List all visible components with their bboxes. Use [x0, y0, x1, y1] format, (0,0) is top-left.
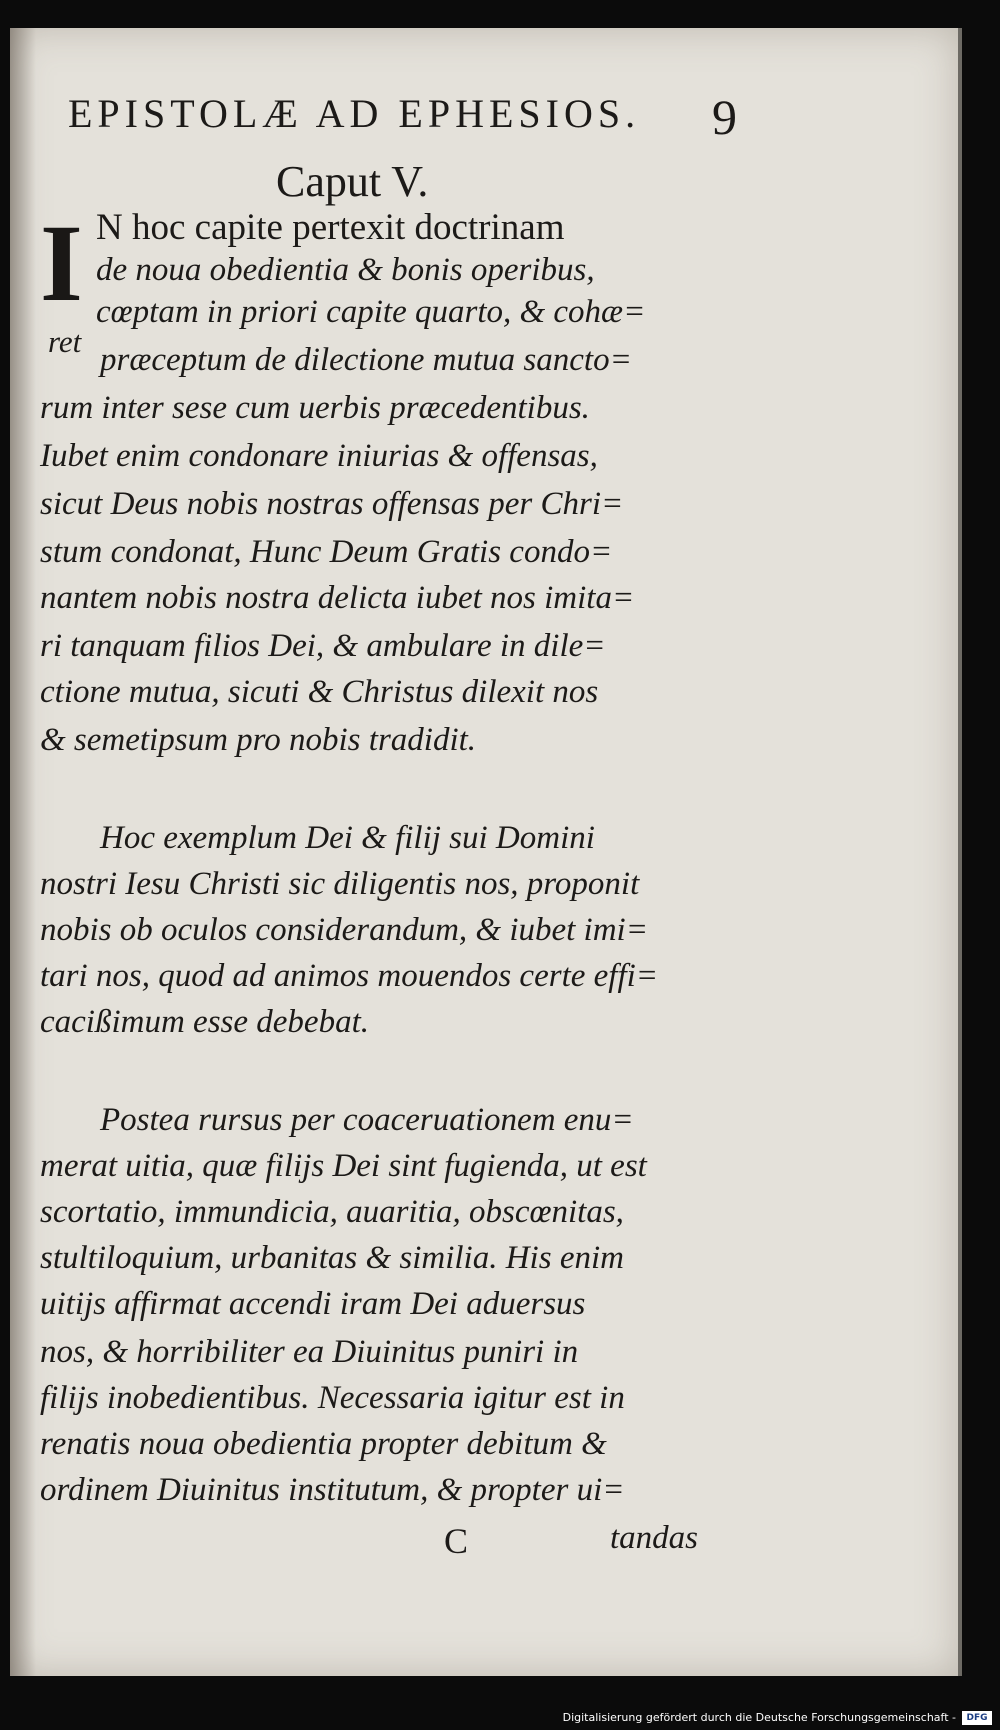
text-line: ctione mutua, sicuti & Christus dilexit nos	[40, 674, 599, 710]
running-head: EPISTOLÆ AD EPHESIOS.	[68, 91, 641, 136]
text-line: præceptum de dilectione mutua sancto=	[100, 342, 632, 378]
text-line: renatis noua obedientia propter debitum &	[40, 1426, 607, 1462]
text-line: ordinem Diuinitus institutum, & propter ui=	[40, 1472, 625, 1508]
text-line: scortatio, immundicia, auaritia, obscœnitas,	[40, 1194, 624, 1230]
text-line: Hoc exemplum Dei & filij sui Domini	[100, 820, 595, 856]
text-line: N hoc capite pertexit doctrinam	[96, 207, 565, 248]
margin-note: ret	[48, 324, 82, 359]
text-line: nostri Iesu Christi sic diligentis nos, proponit	[40, 866, 640, 902]
text-line: Iubet enim condonare iniurias & offensas,	[40, 438, 598, 474]
catchword: tandas	[610, 1520, 699, 1556]
signature-mark: C	[444, 1521, 469, 1561]
chapter-heading: Caput V.	[276, 157, 429, 206]
text-line: rum inter sese cum uerbis præcedentibus.	[40, 390, 590, 426]
drop-initial: I	[40, 202, 83, 324]
book-page	[10, 28, 962, 1676]
text-line: de noua obedientia & bonis operibus,	[96, 252, 595, 288]
text-line: cœptam in priori capite quarto, & cohæ=	[96, 294, 646, 330]
text-line: nobis ob oculos considerandum, & iubet imi=	[40, 912, 648, 948]
gutter-shadow	[10, 28, 36, 1676]
text-line: filijs inobedientibus. Necessaria igitur est in	[40, 1380, 625, 1416]
text-line: ri tanquam filios Dei, & ambulare in dile=	[40, 628, 606, 664]
dfg-logo: DFG	[962, 1711, 992, 1725]
text-line: cacißimum esse debebat.	[40, 1004, 369, 1040]
digitization-credit: Digitalisierung gefördert durch die Deutsche Forschungsgemeinschaft -	[562, 1711, 956, 1724]
text-line: merat uitia, quæ filijs Dei sint fugienda, ut est	[40, 1148, 647, 1184]
text-line: nos, & horribiliter ea Diuinitus puniri in	[40, 1334, 579, 1370]
page-number: 9	[712, 89, 737, 145]
text-line: sicut Deus nobis nostras offensas per Chri=	[40, 486, 624, 522]
text-line: stultiloquium, urbanitas & similia. His enim	[40, 1240, 624, 1276]
text-line: uitijs affirmat accendi iram Dei aduersus	[40, 1286, 586, 1322]
text-line: stum condonat, Hunc Deum Gratis condo=	[40, 534, 613, 570]
text-line: tari nos, quod ad animos mouendos certe effi=	[40, 958, 659, 994]
text-line: nantem nobis nostra delicta iubet nos imita=	[40, 580, 635, 616]
text-line: Postea rursus per coaceruationem enu=	[100, 1102, 634, 1138]
text-line: & semetipsum pro nobis tradidit.	[40, 722, 477, 758]
